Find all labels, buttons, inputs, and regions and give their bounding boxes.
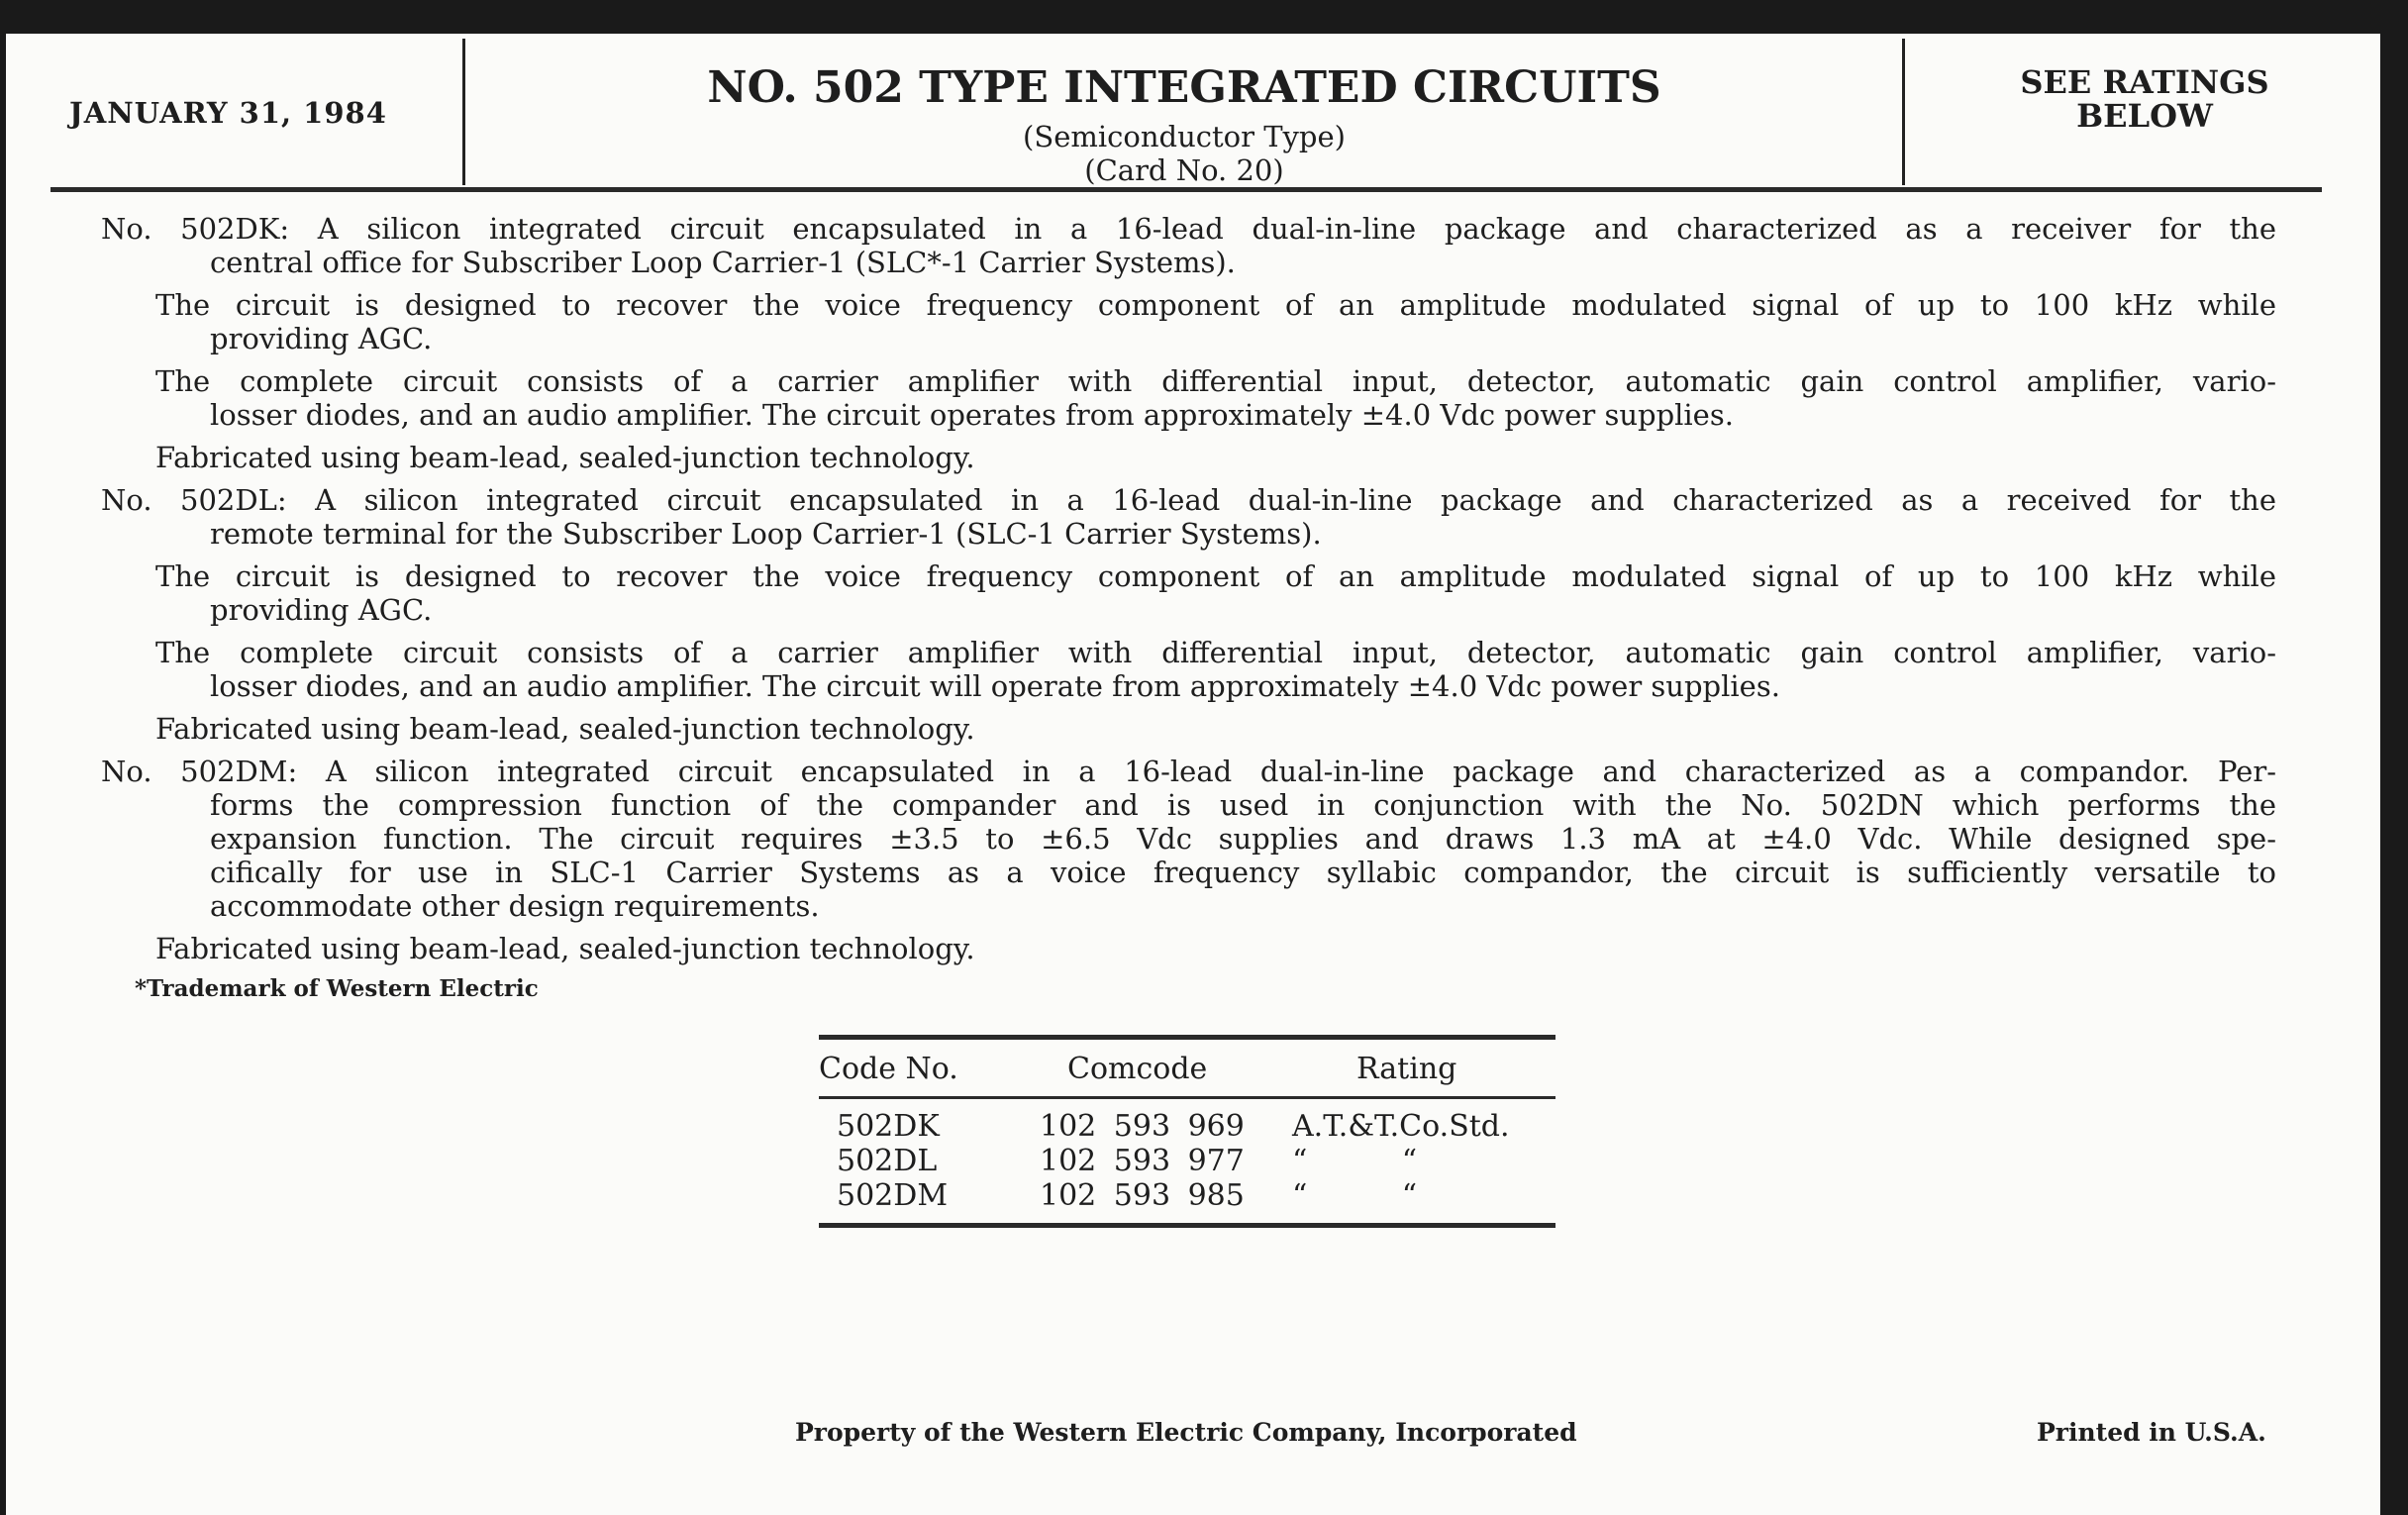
description-paragraph [0,932,2276,965]
description-paragraph [0,288,2276,355]
table-header-code: Code No. [819,1052,958,1086]
description-paragraph [0,636,2276,703]
property-notice: Property of the Western Electric Company, Incorporated [795,1418,1577,1447]
page-subtitle: (Semiconductor Type) [1023,120,1346,153]
table-bottom-rule [819,1223,1555,1228]
text-line: losser diodes, and an audio amplifier. The circuit will operate from approximately ±4.0 Vdc power supplies. [210,669,1780,703]
text-line: providing AGC. [210,322,433,355]
text-line: forms the compression function of the compander and is used in conjunction with the No. 502DN which performs the [210,788,2276,822]
text-line: cifically for use in SLC-1 Carrier Systems as a voice frequency syllabic compandor, the circuit is sufficiently versatile to [210,856,2276,889]
table-header-rule [819,1096,1555,1099]
ratings-note-line1: SEE RATINGS [2020,63,2269,101]
comcode-cell: 102 593 969 [1040,1109,1245,1144]
page-title: NO. 502 TYPE INTEGRATED CIRCUITS [707,62,1661,113]
rating-cell: A.T.&T.Co.Std. [1292,1109,1510,1144]
code-entry-paragraph [0,483,2276,551]
text-line: The complete circuit consists of a carrier amplifier with differential input, detector, automatic gain control amplifier, vario- [155,636,2276,669]
printed-notice: Printed in U.S.A. [2037,1418,2266,1447]
table-header-rating: Rating [1356,1052,1457,1086]
text-line: accommodate other design requirements. [210,889,820,923]
code-number-cell: 502DL [837,1144,938,1178]
text-line: The circuit is designed to recover the voice frequency component of an amplitude modulated signal of up to 100 kHz while [155,559,2276,593]
table-top-rule [819,1035,1555,1040]
description-paragraph [0,559,2276,627]
text-line: The circuit is designed to recover the voice frequency component of an amplitude modulated signal of up to 100 kHz while [155,288,2276,322]
rating-cell: “ “ [1292,1178,1418,1213]
text-line: No. 502DL: A silicon integrated circuit encapsulated in a 16-lead dual-in-line package and characterized as a received for the [101,483,2276,517]
header-rule [50,187,2322,192]
comcode-cell: 102 593 977 [1040,1144,1245,1178]
ratings-note-line2: BELOW [2076,97,2213,135]
text-line: Fabricated using beam-lead, sealed-junction technology. [155,712,975,746]
text-line: No. 502DK: A silicon integrated circuit encapsulated in a 16-lead dual-in-line package and characterized as a receiver for the [101,212,2276,246]
card-date: JANUARY 31, 1984 [69,96,387,130]
trademark-footnote: *Trademark of Western Electric [135,975,539,1002]
description-body [0,212,2276,974]
text-line: central office for Subscriber Loop Carrier-1 (SLC*-1 Carrier Systems). [210,246,1236,279]
text-line: providing AGC. [210,593,433,627]
text-line: remote terminal for the Subscriber Loop Carrier-1 (SLC-1 Carrier Systems). [210,517,1322,551]
rating-cell: “ “ [1292,1144,1418,1178]
description-paragraph [0,712,2276,746]
code-entry-paragraph [0,755,2276,923]
description-paragraph [0,441,2276,474]
code-number-cell: 502DM [837,1178,949,1213]
table-header-comcode: Comcode [1067,1052,1208,1086]
text-line: Fabricated using beam-lead, sealed-junction technology. [155,441,975,474]
text-line: No. 502DM: A silicon integrated circuit encapsulated in a 16-lead dual-in-line package and characterized as a compandor. Per- [101,755,2276,788]
code-entry-paragraph [0,212,2276,279]
ratings-note [1907,65,2382,133]
code-number-cell: 502DK [837,1109,940,1144]
text-line: expansion function. The circuit requires ±3.5 to ±6.5 Vdc supplies and draws 1.3 mA at ±4.0 Vdc. While designed spe- [210,822,2276,856]
text-line: losser diodes, and an audio amplifier. The circuit operates from approximately ±4.0 Vdc power supplies. [210,398,1734,432]
comcode-cell: 102 593 985 [1040,1178,1245,1213]
text-line: Fabricated using beam-lead, sealed-junction technology. [155,932,975,965]
card-number: (Card No. 20) [1084,153,1284,187]
description-paragraph [0,364,2276,432]
text-line: The complete circuit consists of a carrier amplifier with differential input, detector, automatic gain control amplifier, vario- [155,364,2276,398]
